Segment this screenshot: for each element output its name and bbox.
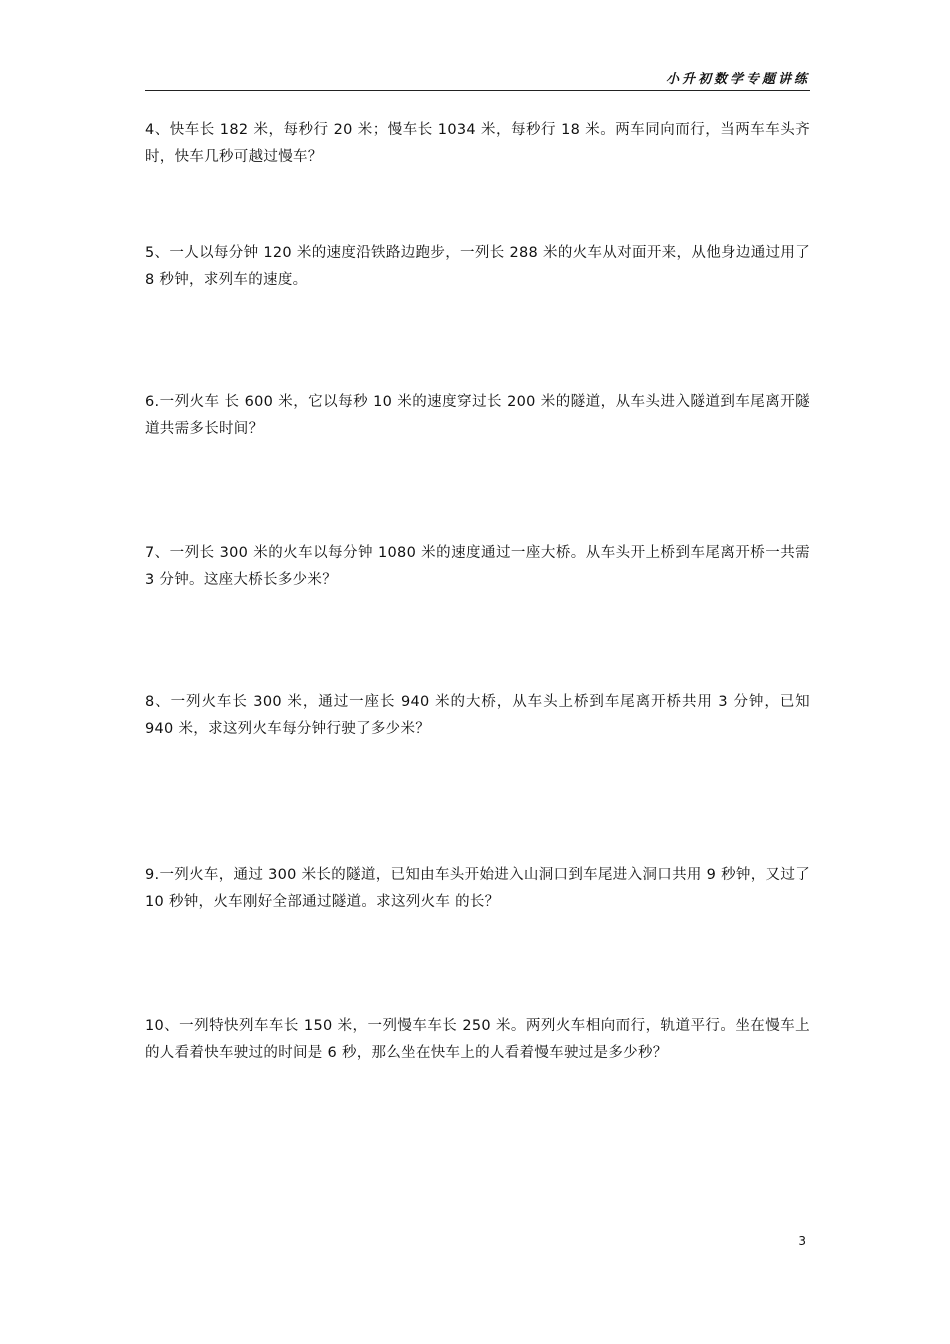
page-number: 3	[798, 1234, 806, 1248]
question-9: 9.一列火车，通过 300 米长的隧道，已知由车头开始进入山洞口到车尾进入洞口共用 9 秒钟，又过了 10 秒钟，火车刚好全部通过隧道。求这列火车 的长？	[145, 867, 810, 910]
question-5: 5、一人以每分钟 120 米的速度沿铁路边跑步，一列长 288 米的火车从对面开来，从他身边通过用了 8 秒钟，求列车的速度。	[145, 245, 810, 288]
question-6: 6.一列火车 长 600 米，它以每秒 10 米的速度穿过长 200 米的隧道，从车头进入隧道到车尾离开隧道共需多长时间？	[145, 394, 810, 437]
question-4: 4、快车长 182 米，每秒行 20 米；慢车长 1034 米，每秒行 18 米。两车同向而行，当两车车头齐时，快车几秒可越过慢车？	[145, 122, 810, 165]
question-7: 7、一列长 300 米的火车以每分钟 1080 米的速度通过一座大桥。从车头开上桥到车尾离开桥一共需 3 分钟。这座大桥长多少米？	[145, 545, 810, 588]
question-10: 10、一列特快列车车长 150 米，一列慢车车长 250 米。两列火车相向而行，轨道平行。坐在慢车上的人看着快车驶过的时间是 6 秒，那么坐在快车上的人看着慢车驶过是多少秒？	[145, 1018, 810, 1061]
page-header	[145, 62, 810, 91]
question-8: 8、一列火车长 300 米，通过一座长 940 米的大桥，从车头上桥到车尾离开桥共用 3 分钟，已知 940 米，求这列火车每分钟行驶了多少米？	[145, 694, 810, 737]
header-title: 小升初数学专题讲练	[665, 72, 810, 87]
